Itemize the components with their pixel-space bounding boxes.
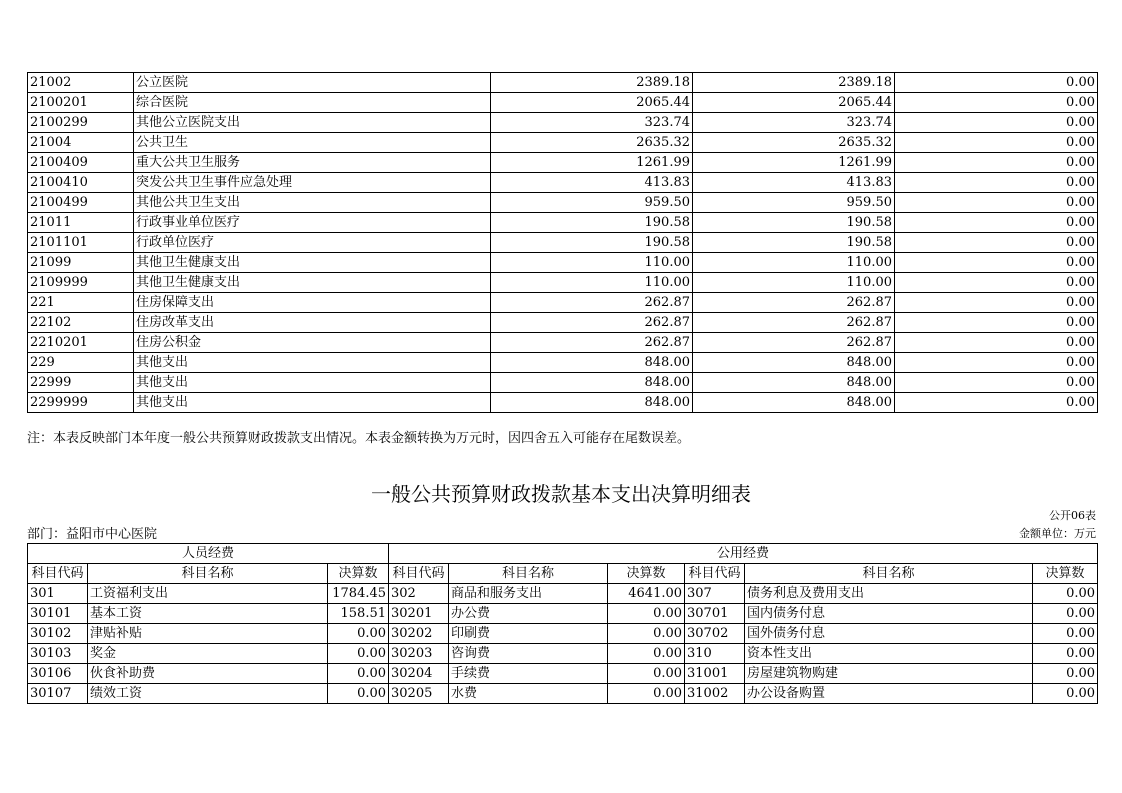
amount-cell: 2389.18 bbox=[693, 73, 895, 93]
amount-cell: 0.00 bbox=[895, 193, 1098, 213]
amount-cell: 262.87 bbox=[693, 313, 895, 333]
subject-code-cell: 2100201 bbox=[28, 93, 134, 113]
amount-cell: 0.00 bbox=[895, 73, 1098, 93]
subject-code-cell: 30701 bbox=[685, 604, 745, 624]
subject-code-cell: 30202 bbox=[389, 624, 449, 644]
amount-cell: 413.83 bbox=[693, 173, 895, 193]
subject-code-cell: 30101 bbox=[28, 604, 88, 624]
subject-code-cell: 21099 bbox=[28, 253, 134, 273]
subject-name-cell: 印刷费 bbox=[449, 624, 608, 644]
amount-cell: 0.00 bbox=[895, 293, 1098, 313]
subject-name-cell: 债务利息及费用支出 bbox=[745, 584, 1033, 604]
subject-name-cell: 绩效工资 bbox=[88, 684, 328, 704]
subject-code-cell: 302 bbox=[389, 584, 449, 604]
table-row bbox=[28, 253, 1098, 273]
amount-cell: 110.00 bbox=[491, 253, 693, 273]
subject-name-cell: 住房改革支出 bbox=[134, 313, 491, 333]
page-title: 一般公共预算财政拨款基本支出决算明细表 bbox=[371, 482, 751, 506]
subject-name-cell: 商品和服务支出 bbox=[449, 584, 608, 604]
department-label: 部门：益阳市中心医院 bbox=[27, 527, 158, 542]
subject-name-cell: 工资福利支出 bbox=[88, 584, 328, 604]
table-row bbox=[28, 393, 1098, 413]
subject-code-cell: 30203 bbox=[389, 644, 449, 664]
amount-cell: 2635.32 bbox=[491, 133, 693, 153]
subject-name-cell: 津贴补贴 bbox=[88, 624, 328, 644]
amount-cell: 110.00 bbox=[693, 253, 895, 273]
table-row bbox=[28, 684, 1098, 704]
table-row bbox=[28, 584, 1098, 604]
amount-cell: 0.00 bbox=[608, 604, 685, 624]
amount-cell: 190.58 bbox=[693, 213, 895, 233]
amount-cell: 2635.32 bbox=[693, 133, 895, 153]
amount-cell: 190.58 bbox=[491, 233, 693, 253]
amount-cell: 0.00 bbox=[608, 664, 685, 684]
amount-cell: 1261.99 bbox=[693, 153, 895, 173]
amount-cell: 262.87 bbox=[491, 333, 693, 353]
subject-name-cell: 办公设备购置 bbox=[745, 684, 1033, 704]
subject-code-cell: 30702 bbox=[685, 624, 745, 644]
subject-code-cell: 2101101 bbox=[28, 233, 134, 253]
subject-code-cell: 310 bbox=[685, 644, 745, 664]
subject-code-cell: 22102 bbox=[28, 313, 134, 333]
subject-name-cell: 办公费 bbox=[449, 604, 608, 624]
amount-cell: 0.00 bbox=[895, 153, 1098, 173]
subject-name-cell: 其他公立医院支出 bbox=[134, 113, 491, 133]
subject-name-cell: 行政单位医疗 bbox=[134, 233, 491, 253]
table-row bbox=[28, 173, 1098, 193]
header-code: 科目代码 bbox=[685, 564, 745, 584]
column-header-row bbox=[28, 564, 1098, 584]
subject-code-cell: 2109999 bbox=[28, 273, 134, 293]
header-code: 科目代码 bbox=[389, 564, 449, 584]
subject-code-cell: 2100410 bbox=[28, 173, 134, 193]
amount-cell: 0.00 bbox=[895, 393, 1098, 413]
amount-cell: 0.00 bbox=[608, 624, 685, 644]
amount-cell: 0.00 bbox=[895, 353, 1098, 373]
subject-code-cell: 30102 bbox=[28, 624, 88, 644]
amount-cell: 848.00 bbox=[693, 393, 895, 413]
amount-cell: 262.87 bbox=[491, 293, 693, 313]
subject-code-cell: 229 bbox=[28, 353, 134, 373]
header-name: 科目名称 bbox=[449, 564, 608, 584]
amount-cell: 0.00 bbox=[895, 273, 1098, 293]
amount-cell: 110.00 bbox=[491, 273, 693, 293]
amount-cell: 0.00 bbox=[328, 664, 389, 684]
amount-cell: 262.87 bbox=[693, 293, 895, 313]
amount-cell: 413.83 bbox=[491, 173, 693, 193]
subject-code-cell: 21002 bbox=[28, 73, 134, 93]
subject-code-cell: 21004 bbox=[28, 133, 134, 153]
table-row bbox=[28, 73, 1098, 93]
table-row bbox=[28, 664, 1098, 684]
amount-cell: 0.00 bbox=[1033, 624, 1098, 644]
amount-cell: 0.00 bbox=[895, 333, 1098, 353]
subject-name-cell: 综合医院 bbox=[134, 93, 491, 113]
subject-name-cell: 住房保障支出 bbox=[134, 293, 491, 313]
amount-cell: 848.00 bbox=[693, 353, 895, 373]
table-row bbox=[28, 293, 1098, 313]
amount-cell: 848.00 bbox=[491, 393, 693, 413]
subject-code-cell: 22999 bbox=[28, 373, 134, 393]
amount-cell: 4641.00 bbox=[608, 584, 685, 604]
subject-name-cell: 基本工资 bbox=[88, 604, 328, 624]
table-row bbox=[28, 644, 1098, 664]
amount-cell: 0.00 bbox=[1033, 584, 1098, 604]
amount-cell: 0.00 bbox=[895, 233, 1098, 253]
subject-code-cell: 307 bbox=[685, 584, 745, 604]
amount-cell: 262.87 bbox=[491, 313, 693, 333]
amount-cell: 0.00 bbox=[895, 133, 1098, 153]
subject-code-cell: 31001 bbox=[685, 664, 745, 684]
table-row bbox=[28, 313, 1098, 333]
amount-cell: 0.00 bbox=[328, 684, 389, 704]
amount-cell: 848.00 bbox=[491, 373, 693, 393]
amount-cell: 959.50 bbox=[693, 193, 895, 213]
table-row bbox=[28, 93, 1098, 113]
subject-name-cell: 公共卫生 bbox=[134, 133, 491, 153]
amount-cell: 0.00 bbox=[1033, 664, 1098, 684]
table-row bbox=[28, 353, 1098, 373]
header-amount: 决算数 bbox=[608, 564, 685, 584]
subject-name-cell: 手续费 bbox=[449, 664, 608, 684]
group-public-header: 公用经费 bbox=[389, 544, 1098, 564]
table-number: 公开06表 bbox=[1049, 509, 1096, 522]
expenditure-table-body bbox=[28, 73, 1098, 413]
subject-code-cell: 30205 bbox=[389, 684, 449, 704]
subject-code-cell: 301 bbox=[28, 584, 88, 604]
amount-cell: 262.87 bbox=[693, 333, 895, 353]
amount-cell: 0.00 bbox=[895, 113, 1098, 133]
subject-name-cell: 公立医院 bbox=[134, 73, 491, 93]
amount-cell: 2065.44 bbox=[491, 93, 693, 113]
expenditure-table bbox=[27, 72, 1098, 413]
subject-name-cell: 其他公共卫生支出 bbox=[134, 193, 491, 213]
table-row bbox=[28, 133, 1098, 153]
amount-cell: 0.00 bbox=[328, 624, 389, 644]
subject-name-cell: 国内债务付息 bbox=[745, 604, 1033, 624]
amount-cell: 0.00 bbox=[895, 173, 1098, 193]
amount-cell: 848.00 bbox=[491, 353, 693, 373]
header-name: 科目名称 bbox=[745, 564, 1033, 584]
subject-code-cell: 2100499 bbox=[28, 193, 134, 213]
header-amount: 决算数 bbox=[328, 564, 389, 584]
table-row bbox=[28, 193, 1098, 213]
subject-name-cell: 资本性支出 bbox=[745, 644, 1033, 664]
amount-cell: 0.00 bbox=[1033, 684, 1098, 704]
amount-cell: 0.00 bbox=[608, 684, 685, 704]
table-row bbox=[28, 624, 1098, 644]
unit-label: 金额单位：万元 bbox=[1019, 527, 1096, 540]
subject-name-cell: 其他支出 bbox=[134, 353, 491, 373]
subject-code-cell: 221 bbox=[28, 293, 134, 313]
header-code: 科目代码 bbox=[28, 564, 88, 584]
amount-cell: 0.00 bbox=[895, 213, 1098, 233]
amount-cell: 0.00 bbox=[895, 93, 1098, 113]
amount-cell: 110.00 bbox=[693, 273, 895, 293]
header-name: 科目名称 bbox=[88, 564, 328, 584]
table-row bbox=[28, 233, 1098, 253]
amount-cell: 0.00 bbox=[1033, 644, 1098, 664]
subject-code-cell: 2100299 bbox=[28, 113, 134, 133]
amount-cell: 1261.99 bbox=[491, 153, 693, 173]
subject-name-cell: 咨询费 bbox=[449, 644, 608, 664]
table-row bbox=[28, 113, 1098, 133]
table-row bbox=[28, 604, 1098, 624]
subject-code-cell: 30201 bbox=[389, 604, 449, 624]
basic-expenditure-table-body bbox=[28, 584, 1098, 704]
subject-name-cell: 水费 bbox=[449, 684, 608, 704]
amount-cell: 190.58 bbox=[693, 233, 895, 253]
amount-cell: 2065.44 bbox=[693, 93, 895, 113]
group-personnel-header: 人员经费 bbox=[28, 544, 389, 564]
subject-code-cell: 2100409 bbox=[28, 153, 134, 173]
subject-code-cell: 30204 bbox=[389, 664, 449, 684]
amount-cell: 323.74 bbox=[693, 113, 895, 133]
table-row bbox=[28, 273, 1098, 293]
subject-name-cell: 其他支出 bbox=[134, 373, 491, 393]
subject-name-cell: 行政事业单位医疗 bbox=[134, 213, 491, 233]
table-row bbox=[28, 373, 1098, 393]
amount-cell: 190.58 bbox=[491, 213, 693, 233]
amount-cell: 2389.18 bbox=[491, 73, 693, 93]
amount-cell: 323.74 bbox=[491, 113, 693, 133]
header-amount: 决算数 bbox=[1033, 564, 1098, 584]
subject-name-cell: 国外债务付息 bbox=[745, 624, 1033, 644]
subject-code-cell: 31002 bbox=[685, 684, 745, 704]
subject-code-cell: 2210201 bbox=[28, 333, 134, 353]
table-row bbox=[28, 333, 1098, 353]
subject-name-cell: 其他支出 bbox=[134, 393, 491, 413]
amount-cell: 848.00 bbox=[693, 373, 895, 393]
table-row bbox=[28, 213, 1098, 233]
basic-expenditure-table bbox=[27, 543, 1098, 704]
subject-code-cell: 30106 bbox=[28, 664, 88, 684]
subject-name-cell: 奖金 bbox=[88, 644, 328, 664]
amount-cell: 0.00 bbox=[1033, 604, 1098, 624]
amount-cell: 0.00 bbox=[895, 373, 1098, 393]
subject-code-cell: 30107 bbox=[28, 684, 88, 704]
subject-code-cell: 21011 bbox=[28, 213, 134, 233]
amount-cell: 0.00 bbox=[895, 253, 1098, 273]
subject-name-cell: 突发公共卫生事件应急处理 bbox=[134, 173, 491, 193]
group-header-row bbox=[28, 544, 1098, 564]
amount-cell: 0.00 bbox=[608, 644, 685, 664]
subject-code-cell: 2299999 bbox=[28, 393, 134, 413]
table-note: 注：本表反映部门本年度一般公共预算财政拨款支出情况。本表金额转换为万元时，因四舍五入可能存在尾数误差。 bbox=[27, 431, 691, 446]
amount-cell: 158.51 bbox=[328, 604, 389, 624]
amount-cell: 1784.45 bbox=[328, 584, 389, 604]
subject-name-cell: 其他卫生健康支出 bbox=[134, 253, 491, 273]
subject-name-cell: 重大公共卫生服务 bbox=[134, 153, 491, 173]
amount-cell: 0.00 bbox=[328, 644, 389, 664]
subject-name-cell: 住房公积金 bbox=[134, 333, 491, 353]
amount-cell: 959.50 bbox=[491, 193, 693, 213]
subject-name-cell: 其他卫生健康支出 bbox=[134, 273, 491, 293]
subject-name-cell: 伙食补助费 bbox=[88, 664, 328, 684]
subject-code-cell: 30103 bbox=[28, 644, 88, 664]
subject-name-cell: 房屋建筑物购建 bbox=[745, 664, 1033, 684]
table-row bbox=[28, 153, 1098, 173]
amount-cell: 0.00 bbox=[895, 313, 1098, 333]
